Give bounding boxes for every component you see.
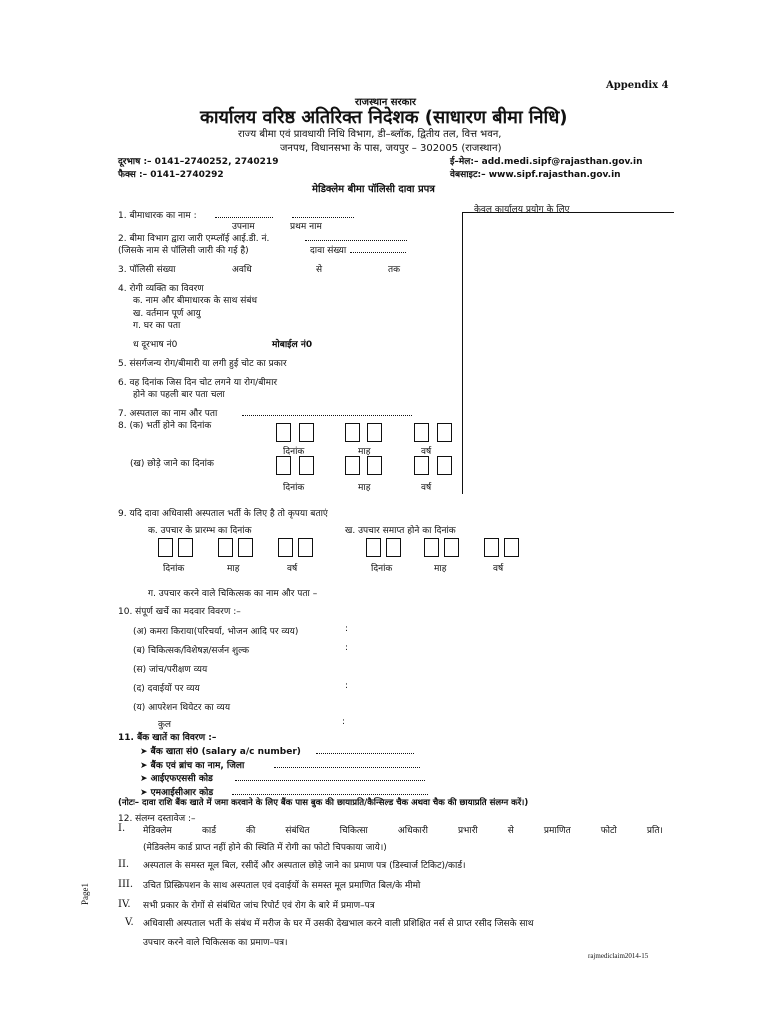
date-label: दिनांक bbox=[371, 564, 393, 574]
bank-note: (नोटः– दावा राशि बैंक खाते में जमा करवाने के लिए बैंक पास बुक की छायाप्रति/कैन्सिल्ड चैक अथवा चैक की छायाप्रति संलग्न करें।) bbox=[118, 798, 529, 808]
month-label: माह bbox=[358, 483, 371, 493]
item-4b: ख. वर्तमान पूर्ण आयु bbox=[133, 309, 201, 319]
row-1-sub: (मेडिक्लेम कार्ड प्राप्त नहीं होने की स्थिति में रोगी का फोटो चिपकाया जाये।) bbox=[143, 843, 387, 853]
page-number: Page1 bbox=[80, 883, 90, 905]
row-5-text: अधिवासी अस्पताल भर्ती के संबंध में मरीज के घर में उसकी देखभाल करने वाली प्रशिक्षित नर्स से प्राप्त रसीद जिसके साथ bbox=[143, 919, 534, 929]
ifsc-label: ➤ आईएफएससी कोड bbox=[140, 774, 213, 784]
item-9b-label: ख. उपचार समाप्त होने का दिनांक bbox=[345, 526, 456, 536]
website-line: वेबसाइट:– www.sipf.rajasthan.gov.in bbox=[450, 170, 621, 180]
item-2-label: 2. बीमा विभाग द्वारा जारी एम्प्लॉई आई.डी. नं. bbox=[118, 234, 270, 244]
row-1-number: I. bbox=[118, 823, 126, 834]
first-name-label: प्रथम नाम bbox=[290, 222, 322, 232]
item-7-label: 7. अस्पताल का नाम और पता bbox=[118, 409, 218, 419]
bank-branch-label: ➤ बैंक एवं ब्रांच का नाम, जिला bbox=[140, 761, 245, 771]
date-label: दिनांक bbox=[283, 447, 305, 457]
item-9c-label: ग. उपचार करने वाले चिकित्सक का नाम और पता – bbox=[148, 589, 318, 599]
item-6-sub: होने का पहली बार पता चला bbox=[133, 390, 225, 400]
month-label: माह bbox=[227, 564, 240, 574]
item-2-sub: (जिसके नाम से पॉलिसी जारी की गई है) bbox=[118, 246, 249, 256]
item-1-label: 1. बीमाधारक का नाम : bbox=[118, 211, 197, 221]
item-6-label: 6. वह दिनांक जिस दिन चोट लगने या रोग/बीमार bbox=[118, 378, 278, 388]
item-11-label: 11. बैंक खातें का विवरण :– bbox=[118, 733, 217, 743]
year-label: वर्ष bbox=[421, 447, 432, 457]
item-5-label: 5. संसर्गजन्य रोग/बीमारी या लगी हुई चोट का प्रकार bbox=[118, 359, 287, 369]
month-label: माह bbox=[434, 564, 447, 574]
item-3-label: 3. पॉलिसी संख्या bbox=[118, 265, 176, 275]
date-label: दिनांक bbox=[283, 483, 305, 493]
item-10-label: 10. संपूर्ण खर्चे का मदवार विवरण :– bbox=[118, 607, 241, 617]
item-10d: (द) दवाईयों पर व्यय bbox=[133, 684, 200, 694]
phone-line: दूरभाष :– 0141–2740252, 2740219 bbox=[118, 157, 279, 167]
date-label: दिनांक bbox=[163, 564, 185, 574]
period-label: अवधि bbox=[232, 265, 252, 275]
row-1-text: मेडिक्लेम कार्ड की संबंधित चिकित्सा अधिकारी प्रभारी से प्रमाणित फोटो प्रति। bbox=[143, 826, 663, 836]
row-2-number: II. bbox=[118, 859, 130, 870]
item-4e: मोबाईल नं0 bbox=[272, 340, 313, 350]
claim-number-label: दावा संख्या bbox=[310, 246, 347, 256]
row-3-text: उचित प्रिस्क्रिपशन के साथ अस्पताल एवं दवाईयों के समस्त मूल प्रमाणित बिल/के मीमो bbox=[143, 881, 421, 891]
item-8b-label: (ख) छोड़े जाने का दिनांक bbox=[130, 459, 214, 469]
item-4c: ग. घर का पता bbox=[133, 321, 181, 331]
form-code: rajmediclaim2014-15 bbox=[588, 952, 649, 960]
row-4-number: IV. bbox=[118, 899, 131, 910]
bank-account-label: ➤ बैंक खाता सं0 (salary a/c number) bbox=[140, 747, 301, 757]
office-use-label: केवल कार्यालय प्रयोग के लिए bbox=[474, 205, 570, 215]
office-title: कार्यालय वरिष्ठ अतिरिक्त निदेशक (साधारण बीमा निधि) bbox=[200, 107, 568, 128]
year-label: वर्ष bbox=[287, 564, 298, 574]
department-line: राज्य बीमा एवं प्रावधायी निधि विभाग, डी–ब्लॉक, द्वितीय तल, वित्त भवन, bbox=[238, 129, 502, 140]
item-8a-label: 8. (क) भर्ती होने का दिनांक bbox=[118, 421, 212, 431]
row-3-number: III. bbox=[118, 879, 134, 890]
government-label: राजस्थान सरकार bbox=[355, 97, 417, 108]
micr-label: ➤ एमआईसीआर कोड bbox=[140, 788, 214, 798]
item-10-total: कुल bbox=[158, 720, 172, 730]
row-5-number: V. bbox=[125, 917, 134, 928]
row-4-text: सभी प्रकार के रोगों से संबंधित जांच रिपोर्ट एवं रोग के बारे में प्रमाण–पत्र bbox=[143, 901, 375, 911]
to-label: तक bbox=[388, 265, 401, 275]
surname-label: उपनाम bbox=[232, 222, 255, 232]
month-label: माह bbox=[358, 447, 371, 457]
item-4-label: 4. रोगी व्यक्ति का विवरण bbox=[118, 284, 204, 294]
colon: : bbox=[342, 717, 346, 727]
item-9a-label: क. उपचार के प्रारम्भ का दिनांक bbox=[148, 526, 252, 536]
colon: : bbox=[345, 624, 349, 634]
item-12-label: 12. संलग्न दस्तावेज :– bbox=[118, 814, 196, 824]
colon: : bbox=[345, 681, 349, 691]
item-4a: क. नाम और बीमाधारक के साथ संबंध bbox=[133, 296, 258, 306]
row-5-sub: उपचार करने वाले चिकित्सक का प्रमाण–पत्र। bbox=[143, 938, 288, 948]
year-label: वर्ष bbox=[493, 564, 504, 574]
item-10b: (ब) चिकित्सक/विशेषज्ञ/सर्जन शुल्क bbox=[133, 646, 250, 656]
item-10c: (स) जांच/परीक्षण व्यय bbox=[133, 665, 208, 675]
item-4d: ध दूरभाष नं0 bbox=[133, 340, 178, 350]
item-10e: (य) आपरेशन थियेटर का व्यय bbox=[133, 703, 231, 713]
fax-line: फैक्स :– 0141–2740292 bbox=[118, 170, 224, 180]
row-2-text: अस्पताल के समस्त मूल बिल, रसीदें और अस्पताल छोड़े जाने का प्रमाण पत्र (डिस्चार्ज टिकिट)/कार्ड। bbox=[143, 861, 466, 871]
appendix-label: Appendix 4 bbox=[606, 80, 669, 91]
email-line: ई–मेल:– add.medi.sipf@rajasthan.gov.in bbox=[450, 157, 643, 167]
item-10a: (अ) कमरा किराया(परिचर्या, भोजन आदि पर व्यय) bbox=[133, 627, 299, 637]
address-line: जनपथ, विधानसभा के पास, जयपुर – 302005 (राजस्थान) bbox=[280, 143, 502, 154]
form-title: मेडिक्लेम बीमा पॉलिसी दावा प्रपत्र bbox=[312, 184, 435, 195]
item-9-label: 9. यदि दावा अधिवासी अस्पताल भर्ती के लिए है तो कृपया बताएं bbox=[118, 509, 328, 519]
colon: : bbox=[345, 643, 349, 653]
from-label: से bbox=[316, 265, 323, 275]
year-label: वर्ष bbox=[421, 483, 432, 493]
